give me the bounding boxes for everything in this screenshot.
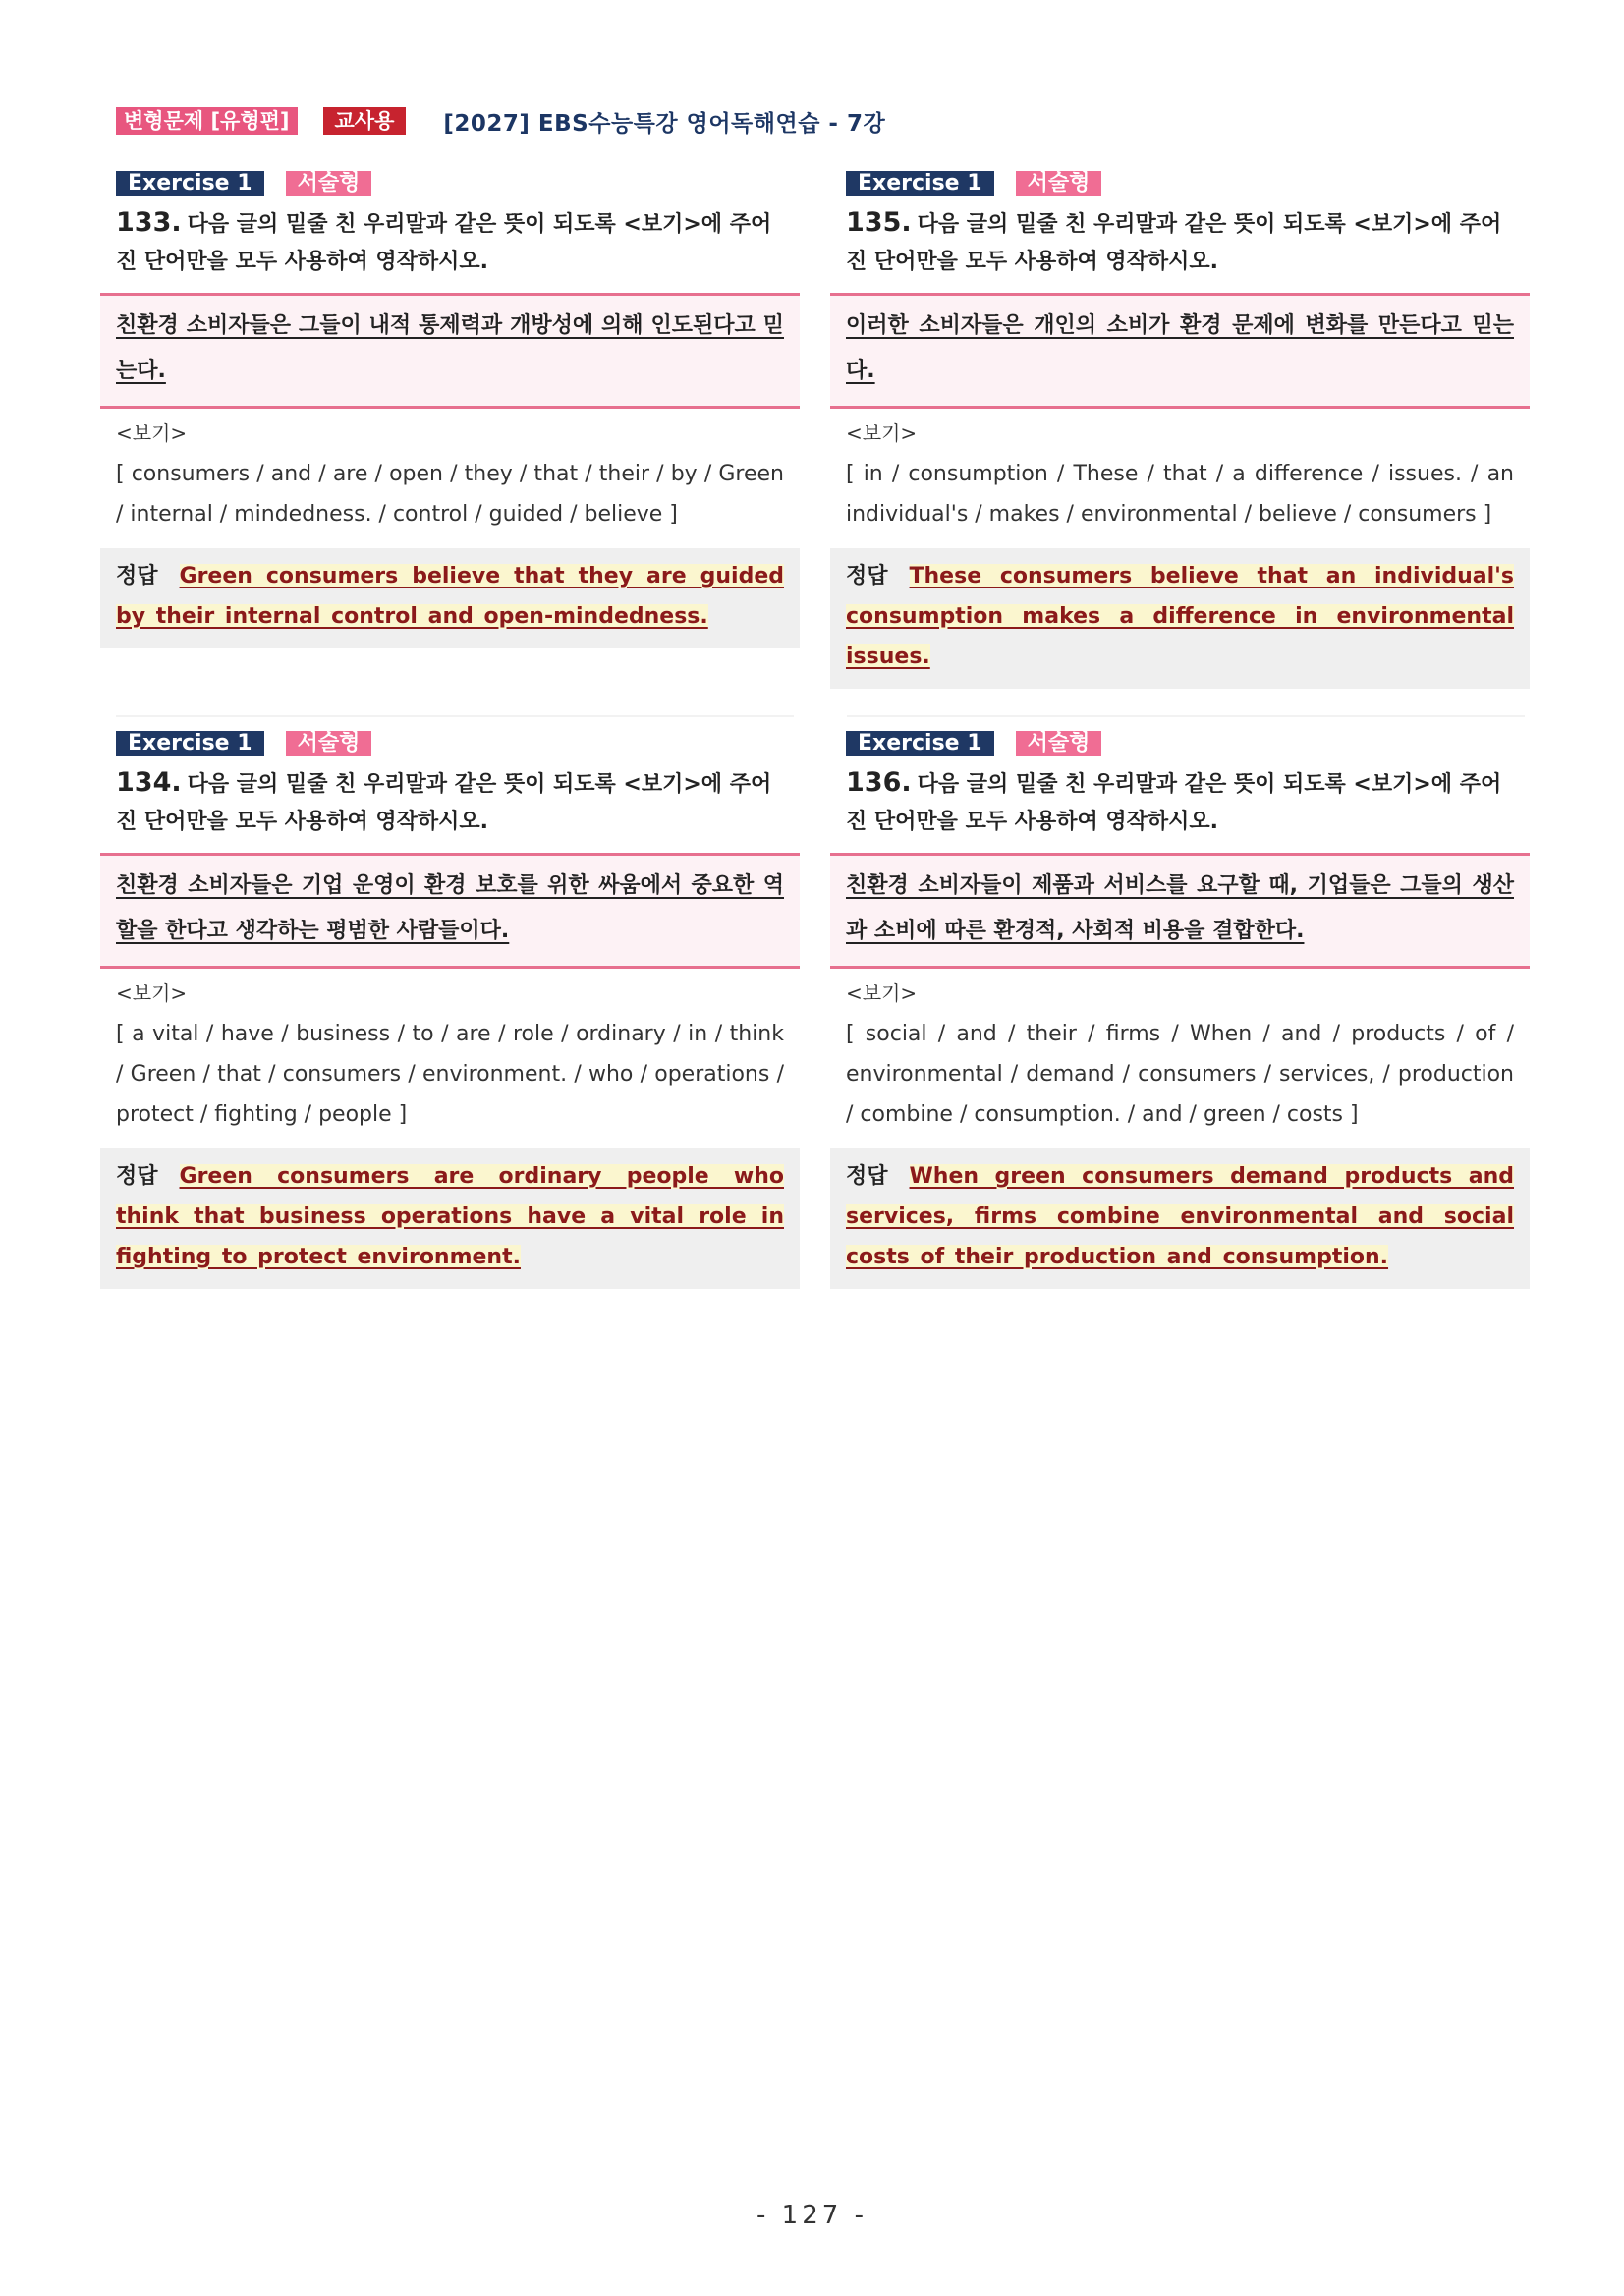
korean-sentence: 친환경 소비자들은 기업 운영이 환경 보호를 위한 싸움에서 중요한 역할을 한다고 생각하는 평범한 사람들이다. (100, 853, 800, 969)
answer-box (100, 1148, 800, 1289)
exercise-label: Exercise 1 (116, 731, 264, 756)
question-number: 135. (846, 207, 912, 238)
bogi-label: <보기> (116, 421, 188, 445)
section-divider (116, 715, 794, 717)
word-bank: [ a vital / have / business / to / are / role / ordinary / in / think / Green / that / consumers / environment. / who / operations / protect / fighting / people ] (116, 1022, 784, 1127)
answer-label: 정답 (846, 1164, 888, 1189)
bogi-label: <보기> (846, 421, 918, 445)
question-text (846, 204, 1514, 281)
question-number: 136. (846, 767, 912, 798)
answer-text: Green consumers believe that they are guided by their internal control and open-mindedness. (116, 564, 784, 629)
korean-sentence: 친환경 소비자들이 제품과 서비스를 요구할 때, 기업들은 그들의 생산과 소비에 따른 환경적, 사회적 비용을 결합한다. (830, 853, 1530, 969)
korean-sentence: 친환경 소비자들은 그들이 내적 통제력과 개방성에 의해 인도된다고 믿는다. (100, 293, 800, 409)
exercise-label: Exercise 1 (846, 171, 994, 196)
exercise-card-134 (100, 730, 800, 1289)
question-text (846, 764, 1514, 841)
answer-text: When green consumers demand products and services, firms combine environmental and social costs of their production and consumption. (846, 1164, 1514, 1269)
answer-box (830, 548, 1530, 689)
question-instruction: 다음 글의 밑줄 친 우리말과 같은 뜻이 되도록 <보기>에 주어진 단어만을 모두 사용하여 영작하시오. (116, 772, 772, 834)
page-header (116, 106, 885, 136)
exercise-type-badge: 서술형 (286, 171, 372, 196)
answer-text: Green consumers are ordinary people who think that business operations have a vital role in fighting to protect environment. (116, 1164, 784, 1269)
word-bank: [ social / and / their / firms / When / and / products / of / environmental / demand / consumers / services, / production / combine / consumption. / and / green / costs ] (846, 1022, 1514, 1127)
exercise-type-badge: 서술형 (286, 731, 372, 756)
section-divider (847, 715, 1525, 717)
exercise-type-badge: 서술형 (1016, 171, 1102, 196)
question-text (116, 764, 784, 841)
question-number: 133. (116, 207, 182, 238)
exercise-label: Exercise 1 (116, 171, 264, 196)
exercise-label: Exercise 1 (846, 731, 994, 756)
question-instruction: 다음 글의 밑줄 친 우리말과 같은 뜻이 되도록 <보기>에 주어진 단어만을 모두 사용하여 영작하시오. (846, 212, 1502, 274)
teacher-tag: 교사용 (323, 107, 407, 135)
word-bank: [ in / consumption / These / that / a difference / issues. / an individual's / makes / environmental / believe / consumers ] (846, 462, 1514, 527)
answer-box (100, 548, 800, 648)
page-number: - 127 - (756, 2201, 868, 2230)
answer-text: These consumers believe that an individual's consumption makes a difference in environmental issues. (846, 564, 1514, 669)
question-instruction: 다음 글의 밑줄 친 우리말과 같은 뜻이 되도록 <보기>에 주어진 단어만을 모두 사용하여 영작하시오. (846, 772, 1502, 834)
bogi-label: <보기> (846, 981, 918, 1005)
answer-label: 정답 (846, 564, 888, 588)
type-tag: 변형문제 [유형편] (116, 107, 298, 135)
question-text (116, 204, 784, 281)
korean-sentence: 이러한 소비자들은 개인의 소비가 환경 문제에 변화를 만든다고 믿는다. (830, 293, 1530, 409)
question-number: 134. (116, 767, 182, 798)
bogi-label: <보기> (116, 981, 188, 1005)
word-bank: [ consumers / and / are / open / they / that / their / by / Green / internal / mindedness. / control / guided / believe ] (116, 462, 784, 527)
question-instruction: 다음 글의 밑줄 친 우리말과 같은 뜻이 되도록 <보기>에 주어진 단어만을 모두 사용하여 영작하시오. (116, 212, 772, 274)
exercise-card-136 (830, 730, 1530, 1289)
exercise-card-133 (100, 170, 800, 648)
answer-label: 정답 (116, 564, 158, 588)
exercise-card-135 (830, 170, 1530, 689)
answer-label: 정답 (116, 1164, 158, 1189)
answer-box (830, 1148, 1530, 1289)
exercise-type-badge: 서술형 (1016, 731, 1102, 756)
document-title: [2027] EBS수능특강 영어독해연습 - 7강 (443, 110, 886, 137)
